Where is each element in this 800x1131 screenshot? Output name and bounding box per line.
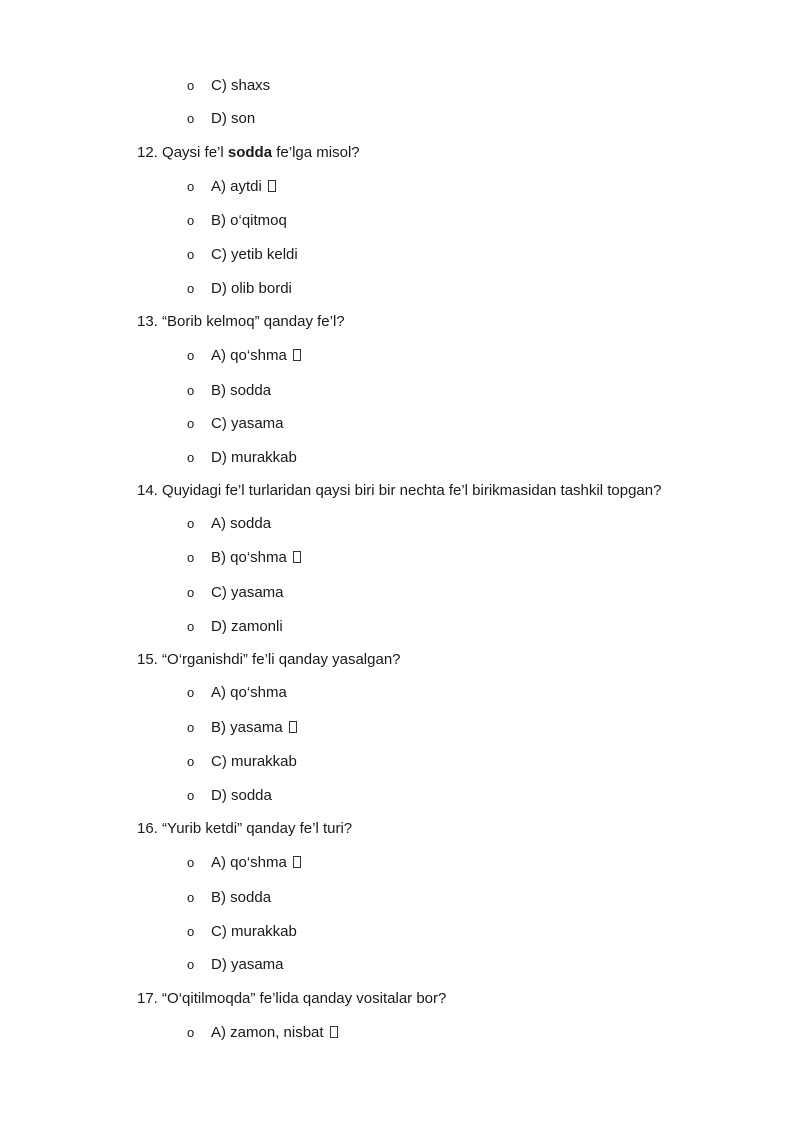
answer-option-text: D) sodda [211,787,272,804]
bullet-marker: o [187,924,195,939]
bullet-marker: o [187,281,195,296]
question-text: “O‘rganishdi” fe’li qanday yasalgan? [162,651,401,668]
question-bold-term: sodda [227,144,273,161]
answer-option [187,110,255,128]
question-text: “Borib kelmoq” qanday fe’l? [162,313,345,330]
answer-option-text: C) yetib keldi [211,246,298,263]
bullet-marker: o [187,619,195,634]
answer-option [187,280,292,298]
answer-option [187,415,284,433]
correct-answer-box-icon [289,721,297,733]
bullet-marker: o [187,754,195,769]
question-number: 14. [137,482,158,499]
bullet-marker: o [187,720,195,735]
answer-option [187,889,271,907]
answer-option [187,684,287,702]
bullet-marker: o [187,585,195,600]
question-text: Quyidagi fe’l turlaridan qaysi biri bir nechta fe’l birikmasidan tashkil topgan? [162,482,662,499]
question-number: 13. [137,313,158,330]
bullet-marker: o [187,348,195,363]
answer-option [187,549,301,567]
answer-option-text: A) zamon, nisbat [211,1024,324,1041]
answer-option [187,854,301,872]
answer-option-text: A) sodda [211,515,272,532]
answer-option-text: C) murakkab [211,753,297,770]
answer-option [187,1024,338,1042]
question-number: 17. [137,990,158,1007]
correct-answer-box-icon [293,856,301,868]
bullet-marker: o [187,247,195,262]
answer-option-text: A) qo‘shma [211,854,287,871]
answer-option-text: B) sodda [211,889,272,906]
bullet-marker: o [187,788,195,803]
answer-option [187,449,297,467]
answer-option [187,753,297,771]
question-text: Qaysi fe’l [162,144,228,161]
answer-option-text: B) sodda [211,382,272,399]
answer-option-text: B) o‘qitmoq [211,212,287,229]
answer-option-text: A) qo‘shma [211,347,287,364]
correct-answer-box-icon [293,349,301,361]
bullet-marker: o [187,179,195,194]
answer-option [187,382,271,400]
answer-option-text: D) olib bordi [211,280,292,297]
question-line [137,482,661,500]
answer-option-text: A) qo‘shma [211,684,287,701]
answer-option [187,719,297,737]
question-text-end: fe’lga misol? [272,144,360,161]
answer-option [187,923,297,941]
question-line [137,651,401,669]
answer-option [187,584,284,602]
correct-answer-box-icon [268,180,276,192]
answer-option [187,956,284,974]
question-line [137,820,352,838]
answer-option [187,618,283,636]
answer-option-text: D) son [211,110,256,127]
bullet-marker: o [187,78,195,93]
bullet-marker: o [187,550,195,565]
correct-answer-box-icon [330,1026,338,1038]
answer-option [187,178,276,196]
answer-option-text: C) yasama [211,584,284,601]
answer-option-text: D) yasama [211,956,284,973]
answer-option [187,212,287,230]
answer-option-text: D) zamonli [211,618,283,635]
bullet-marker: o [187,383,195,398]
bullet-marker: o [187,213,195,228]
answer-option [187,347,301,365]
question-number: 16. [137,820,158,837]
answer-option [187,515,271,533]
bullet-marker: o [187,111,195,126]
question-number: 15. [137,651,158,668]
answer-option [187,77,270,95]
answer-option-text: B) yasama [211,719,283,736]
bullet-marker: o [187,855,195,870]
answer-option-text: D) murakkab [211,449,297,466]
bullet-marker: o [187,416,195,431]
answer-option-text: B) qo‘shma [211,549,287,566]
answer-option-text: C) shaxs [211,77,271,94]
bullet-marker: o [187,1025,195,1040]
answer-option-text: C) murakkab [211,923,297,940]
correct-answer-box-icon [293,551,301,563]
bullet-marker: o [187,516,195,531]
bullet-marker: o [187,957,195,972]
question-line [137,313,345,331]
bullet-marker: o [187,450,195,465]
question-number: 12. [137,144,158,161]
question-line [137,144,360,162]
answer-option [187,246,298,264]
question-line [137,990,446,1008]
bullet-marker: o [187,890,195,905]
bullet-marker: o [187,685,195,700]
answer-option [187,787,272,805]
answer-option-text: C) yasama [211,415,284,432]
answer-option-text: A) aytdi [211,178,262,195]
question-text: “O‘qitilmoqda” fe’lida qanday vositalar bor? [162,990,447,1007]
question-text: “Yurib ketdi” qanday fe’l turi? [162,820,353,837]
